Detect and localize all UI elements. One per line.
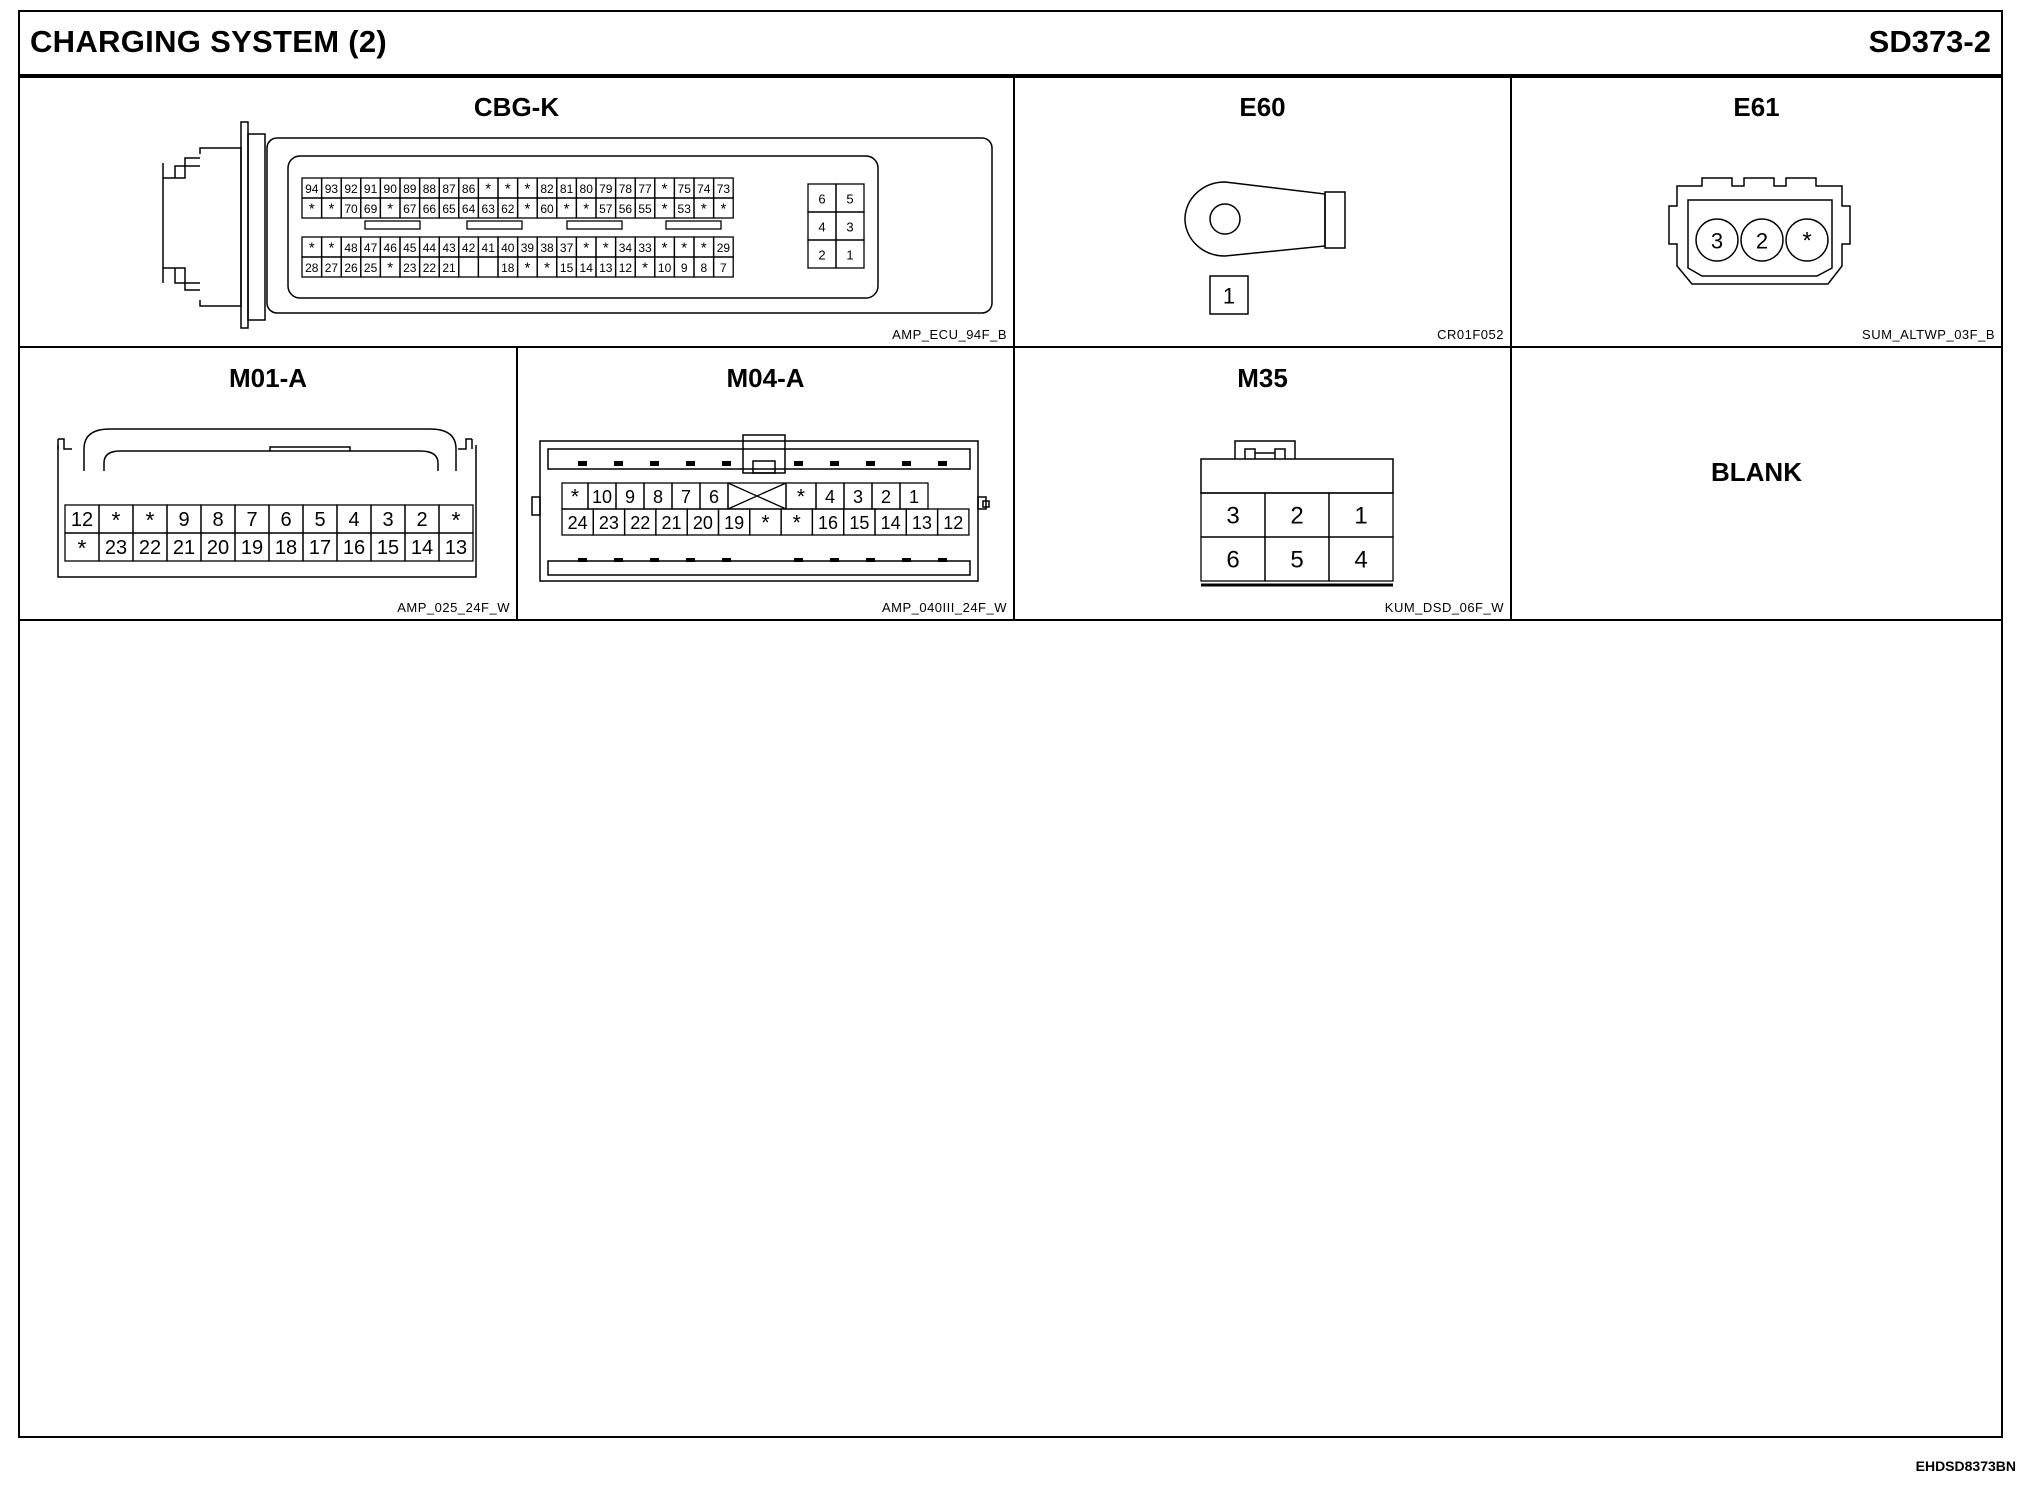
pin-label: 7 (680, 487, 692, 507)
pin-label: 3 (852, 487, 864, 507)
connector-cbgk (20, 78, 1013, 346)
pin-label: 62 (501, 202, 515, 216)
latch-arm-inner (175, 166, 200, 283)
pin-label: * (544, 259, 550, 277)
pin-label: * (308, 239, 315, 257)
pin-label: 23 (104, 537, 128, 559)
pin-label: 87 (442, 182, 456, 196)
pin-label: 63 (481, 202, 495, 216)
pin-label: * (700, 200, 707, 218)
pin-label: 80 (579, 182, 593, 196)
pin-label: 45 (403, 241, 417, 255)
pin-label: * (387, 259, 394, 277)
pin-label: 14 (880, 513, 901, 533)
pin-label: 8 (700, 261, 708, 275)
flange-step (248, 134, 265, 320)
housing-top (1201, 459, 1393, 493)
pin-cell (459, 257, 479, 277)
pin-label: 79 (599, 182, 613, 196)
connector-name: M04-A (726, 363, 805, 393)
rail-slot (722, 461, 731, 466)
rail-slot (686, 461, 695, 466)
e60-drawing (1015, 78, 1510, 346)
pin-label: * (583, 200, 590, 218)
key-bar (467, 221, 522, 229)
pin-label: 2 (880, 487, 892, 507)
pin-label: 7 (720, 261, 727, 275)
row-divider-1 (20, 346, 2001, 348)
pin-label: * (485, 180, 492, 198)
pin-label: 26 (344, 261, 358, 275)
pin-label: 57 (599, 202, 613, 216)
pin-label: * (681, 239, 688, 257)
pin-label: * (451, 507, 461, 533)
pin-label: 89 (403, 182, 417, 196)
pin-label: 93 (324, 182, 339, 196)
pin-label: * (761, 511, 770, 535)
rail-slot (830, 461, 839, 466)
rail-slot (722, 558, 731, 562)
connector-part: SUM_ALTWP_03F_B (1862, 327, 1995, 342)
pin-label: 41 (481, 241, 495, 255)
key-bar (567, 221, 622, 229)
side-tab-left (532, 497, 540, 515)
pin-label: 2 (818, 247, 826, 263)
latch-arm (163, 158, 200, 290)
pin-label: 10 (591, 487, 613, 507)
rail-slot (578, 461, 587, 466)
blank-cell (1512, 349, 2001, 619)
pin-label: 65 (442, 202, 456, 216)
housing-bottom-rail (548, 561, 970, 575)
pin-label: 6 (818, 191, 826, 207)
pin-label: 64 (461, 202, 476, 216)
pin-label: 74 (697, 182, 711, 196)
pin-label: * (145, 507, 155, 533)
pin-label: * (328, 200, 335, 218)
pin-label: 9 (624, 487, 636, 507)
pin-label: * (792, 511, 801, 535)
pin-label: 1 (846, 247, 854, 263)
pin-label: 48 (344, 241, 358, 255)
pin-label: 3 (846, 219, 854, 235)
page-title: CHARGING SYSTEM (2) (30, 24, 388, 59)
pin-label: 1 (1354, 502, 1368, 530)
pin-label: 2 (1290, 502, 1304, 530)
pin-label: * (563, 200, 570, 218)
pin-label: 37 (559, 241, 574, 255)
pin-label: 43 (442, 241, 456, 255)
diagram-frame (18, 10, 2003, 1438)
pin-label: 86 (461, 182, 476, 196)
pin-label: 21 (442, 261, 456, 275)
pin-label: 1 (1222, 283, 1236, 309)
connector-name: CBG-K (473, 92, 560, 122)
pin-label: * (570, 485, 580, 509)
pin-label: 14 (579, 261, 593, 275)
rail-slot (830, 558, 839, 562)
header-bar (20, 12, 2001, 78)
pin-label: 12 (70, 509, 94, 531)
m35-drawing (1015, 349, 1510, 619)
pin-label: 20 (206, 537, 230, 559)
pin-label: 53 (677, 202, 691, 216)
pin-label: 47 (363, 241, 378, 255)
pin-label: 6 (1226, 546, 1240, 574)
pin-label: 29 (716, 241, 731, 255)
latch-outline (200, 148, 241, 306)
pin-label: 1 (908, 487, 920, 507)
pin-label: 2 (416, 509, 428, 531)
e61-drawing (1512, 78, 2001, 346)
latch-outer (1235, 441, 1295, 459)
pin-label: 24 (567, 513, 588, 533)
pin-label: 94 (305, 182, 319, 196)
pin-label: * (583, 239, 590, 257)
pin-label: 67 (403, 202, 417, 216)
rail-slot (650, 461, 659, 466)
housing-top-inner (104, 451, 438, 471)
rail-slot (902, 558, 911, 562)
pin-label: 19 (240, 537, 264, 559)
pin-label: 15 (559, 261, 574, 275)
rail-slot (866, 558, 875, 562)
pin-label: * (642, 259, 648, 277)
pin-label: * (111, 507, 121, 533)
connector-e61 (1512, 78, 2001, 346)
pin-label: 4 (1354, 546, 1368, 574)
rail-slot (794, 461, 803, 466)
pin-label: 75 (677, 182, 691, 196)
pin-label: 15 (376, 537, 400, 559)
key-bar (666, 221, 721, 229)
m01a-drawing (20, 349, 516, 619)
pin-label: 56 (618, 202, 633, 216)
pin-label: * (328, 239, 335, 257)
key-bar (365, 221, 420, 229)
pin-label: * (504, 180, 511, 198)
latch-inner (1245, 449, 1285, 459)
pin-label: 19 (724, 513, 745, 533)
pin-label: 10 (657, 261, 672, 275)
pin-label: * (308, 200, 315, 218)
pin-label: 42 (461, 241, 476, 255)
pin-label: 22 (422, 261, 437, 275)
pin-label: 91 (363, 182, 378, 196)
pin-label: 40 (501, 241, 515, 255)
pin-label: * (661, 180, 668, 198)
row-divider-2 (20, 619, 2001, 621)
pin-label: * (524, 180, 531, 198)
pin-label: 15 (849, 513, 870, 533)
pin-label: 70 (344, 202, 358, 216)
connector-m01a (20, 349, 516, 619)
pin-label: 21 (172, 537, 196, 559)
rail-slot (866, 461, 875, 466)
pin-label: 88 (422, 182, 437, 196)
pin-label: 5 (314, 509, 326, 531)
connector-name: M35 (1237, 363, 1288, 393)
connector-m35 (1015, 349, 1510, 619)
pin-label: 12 (943, 513, 964, 533)
latch-tab-edge (58, 439, 472, 449)
pin-label: * (661, 200, 668, 218)
pin-label: 44 (422, 241, 437, 255)
pin-label: * (700, 239, 707, 257)
pin-label: * (77, 535, 87, 561)
pin-label: 12 (618, 261, 633, 275)
rail-slot (902, 461, 911, 466)
pin-label: 90 (383, 182, 397, 196)
pin-label: 34 (618, 241, 633, 255)
cbgk-drawing (20, 78, 1013, 346)
pin-label: 16 (818, 513, 839, 533)
latch-tab (58, 439, 472, 449)
rail-slot (614, 461, 623, 466)
pin-label: 78 (618, 182, 633, 196)
pin-label: 55 (638, 202, 652, 216)
pin-label: 66 (422, 202, 437, 216)
pin-label: 7 (246, 509, 258, 531)
page-code: SD373-2 (1868, 24, 1991, 59)
pin-label: 38 (540, 241, 554, 255)
pin-label: 33 (638, 241, 652, 255)
pin-label: 39 (520, 241, 535, 255)
pin-label: 60 (540, 202, 554, 216)
pin-label: 13 (444, 537, 468, 559)
pin-label: 5 (846, 191, 854, 207)
pin-label: 22 (630, 513, 651, 533)
pin-label: 81 (559, 182, 574, 196)
pin-label: * (602, 239, 609, 257)
connector-part: AMP_ECU_94F_B (892, 327, 1007, 342)
connector-m04a (518, 349, 1013, 619)
pin-label: 21 (661, 513, 682, 533)
pin-label: * (524, 259, 531, 277)
pin-label: 8 (652, 487, 664, 507)
pin-label: 69 (363, 202, 378, 216)
pin-label: 13 (599, 261, 613, 275)
pin-label: * (1802, 227, 1812, 255)
pin-label: 92 (344, 182, 358, 196)
pin-label: 4 (824, 487, 836, 507)
pin-label: 6 (280, 509, 292, 531)
pin-label: 16 (342, 537, 366, 559)
pin-label: * (387, 200, 394, 218)
connector-part: KUM_DSD_06F_W (1384, 600, 1504, 615)
ring-terminal (1185, 182, 1325, 256)
connector-part: AMP_025_24F_W (397, 600, 510, 615)
rail-slot (614, 558, 623, 562)
pin-label: 3 (382, 509, 394, 531)
terminal-crimp (1325, 192, 1345, 248)
pin-label: 28 (305, 261, 319, 275)
pin-label: 22 (138, 537, 162, 559)
flange (241, 122, 248, 328)
pin-label: 5 (1290, 546, 1304, 574)
pin-label: 27 (324, 261, 339, 275)
footer-code: EHDSD8373BN (1915, 1458, 2016, 1474)
pin-label: * (720, 200, 727, 218)
connector-part: AMP_040III_24F_W (881, 600, 1007, 615)
pin-label: 3 (1226, 502, 1240, 530)
rail-slot (686, 558, 695, 562)
pin-label: 25 (363, 261, 378, 275)
housing-outer (540, 441, 978, 581)
pin-label: 18 (501, 261, 515, 275)
pin-label: 14 (410, 537, 434, 559)
rail-slot (938, 558, 947, 562)
pin-label: 4 (818, 219, 826, 235)
pin-label: 73 (716, 182, 731, 196)
terminal-hole (1210, 204, 1240, 234)
pin-label: * (661, 239, 668, 257)
latch-inner (753, 461, 775, 473)
pin-label: 23 (598, 513, 619, 533)
connector-e60 (1015, 78, 1510, 346)
pin-label: 20 (692, 513, 713, 533)
pin-label: 23 (403, 261, 417, 275)
m04a-drawing (518, 349, 1013, 619)
pin-label: 82 (540, 182, 554, 196)
pin-label: * (796, 485, 806, 509)
pin-label: 4 (348, 509, 360, 531)
pin-label: 9 (178, 509, 190, 531)
rail-slot (578, 558, 587, 562)
pin-label: 3 (1710, 228, 1724, 254)
rail-slot (794, 558, 803, 562)
blank-label: BLANK (1711, 457, 1802, 487)
connector-name: M01-A (228, 363, 307, 393)
connector-name: E61 (1733, 92, 1780, 122)
connector-name: E60 (1239, 92, 1286, 122)
pin-label: 46 (383, 241, 397, 255)
pin-cell (478, 257, 498, 277)
pin-label: 13 (911, 513, 932, 533)
pin-label: 9 (680, 261, 688, 275)
pin-label: 17 (308, 537, 332, 559)
pin-label: 77 (638, 182, 652, 196)
pin-label: 18 (274, 537, 298, 559)
pin-label: 6 (708, 487, 720, 507)
rail-slot (938, 461, 947, 466)
pin-label: * (524, 200, 531, 218)
pin-label: 8 (212, 509, 224, 531)
pin-label: 2 (1755, 228, 1769, 254)
rail-slot (650, 558, 659, 562)
connector-part: CR01F052 (1437, 327, 1504, 342)
